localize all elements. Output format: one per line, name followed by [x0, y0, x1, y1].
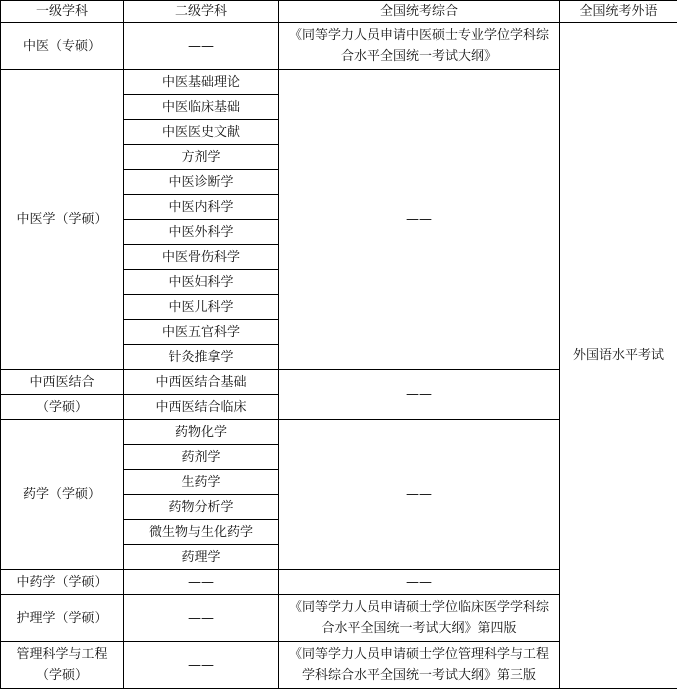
level2-cell: 药物分析学 — [124, 495, 279, 520]
exam-cell: —— — [279, 570, 560, 595]
level1-cell-bottom: （学硕） — [1, 395, 124, 420]
exam-line: 合水平全国统一考试大纲》 — [283, 46, 555, 67]
level2-cell: —— — [124, 642, 279, 689]
level1-cell — [1, 642, 124, 689]
level1-cell: 中药学（学硕） — [1, 570, 124, 595]
exam-line: 《同等学力人员申请硕士学位临床医学学科综 — [283, 597, 555, 618]
level2-cell: —— — [124, 595, 279, 642]
exam-cell — [279, 595, 560, 642]
level1-cell: 中医学（学硕） — [1, 70, 124, 370]
level2-cell: 中西医结合临床 — [124, 395, 279, 420]
header-exam: 全国统考综合 — [279, 1, 560, 23]
level1-line: （学硕） — [5, 665, 119, 686]
level2-cell: 微生物与生化药学 — [124, 520, 279, 545]
level1-cell-top: 中西医结合 — [1, 370, 124, 395]
exam-line: 《同等学力人员申请硕士学位管理科学与工程 — [283, 644, 555, 665]
exam-line: 《同等学力人员申请中医硕士专业学位学科综 — [283, 25, 555, 46]
level2-cell: 中医基础理论 — [124, 70, 279, 95]
exam-cell: —— — [279, 70, 560, 370]
header-level2: 二级学科 — [124, 1, 279, 23]
level2-cell: 药剂学 — [124, 445, 279, 470]
level2-cell: 针灸推拿学 — [124, 345, 279, 370]
level2-cell: 中医医史文献 — [124, 120, 279, 145]
exam-cell — [279, 642, 560, 689]
level2-cell: 中医五官科学 — [124, 320, 279, 345]
header-row — [1, 1, 677, 23]
exam-line: 学科综合水平全国统一考试大纲》第三版 — [283, 665, 555, 686]
foreign-language-cell: 外国语水平考试 — [560, 23, 677, 689]
level2-cell: 中医外科学 — [124, 220, 279, 245]
level2-cell: 中医儿科学 — [124, 295, 279, 320]
exam-cell: —— — [279, 420, 560, 570]
level2-cell: 中医诊断学 — [124, 170, 279, 195]
header-level1: 一级学科 — [1, 1, 124, 23]
level2-cell: —— — [124, 570, 279, 595]
level2-cell: 中医内科学 — [124, 195, 279, 220]
level2-cell: 药理学 — [124, 545, 279, 570]
level1-cell: 药学（学硕） — [1, 420, 124, 570]
exam-cell: —— — [279, 370, 560, 420]
exam-cell — [279, 23, 560, 70]
level1-cell: 中医（专硕） — [1, 23, 124, 70]
level2-cell: 生药学 — [124, 470, 279, 495]
exam-line: 合水平全国统一考试大纲》第四版 — [283, 618, 555, 639]
header-foreign: 全国统考外语 — [560, 1, 677, 23]
level2-cell: 中医临床基础 — [124, 95, 279, 120]
level2-cell: —— — [124, 23, 279, 70]
level2-cell: 中医骨伤科学 — [124, 245, 279, 270]
level1-line: 管理科学与工程 — [5, 644, 119, 665]
level2-cell: 药物化学 — [124, 420, 279, 445]
level1-cell: 护理学（学硕） — [1, 595, 124, 642]
table-row — [1, 23, 677, 70]
level2-cell: 中医妇科学 — [124, 270, 279, 295]
level2-cell: 中西医结合基础 — [124, 370, 279, 395]
level2-cell: 方剂学 — [124, 145, 279, 170]
